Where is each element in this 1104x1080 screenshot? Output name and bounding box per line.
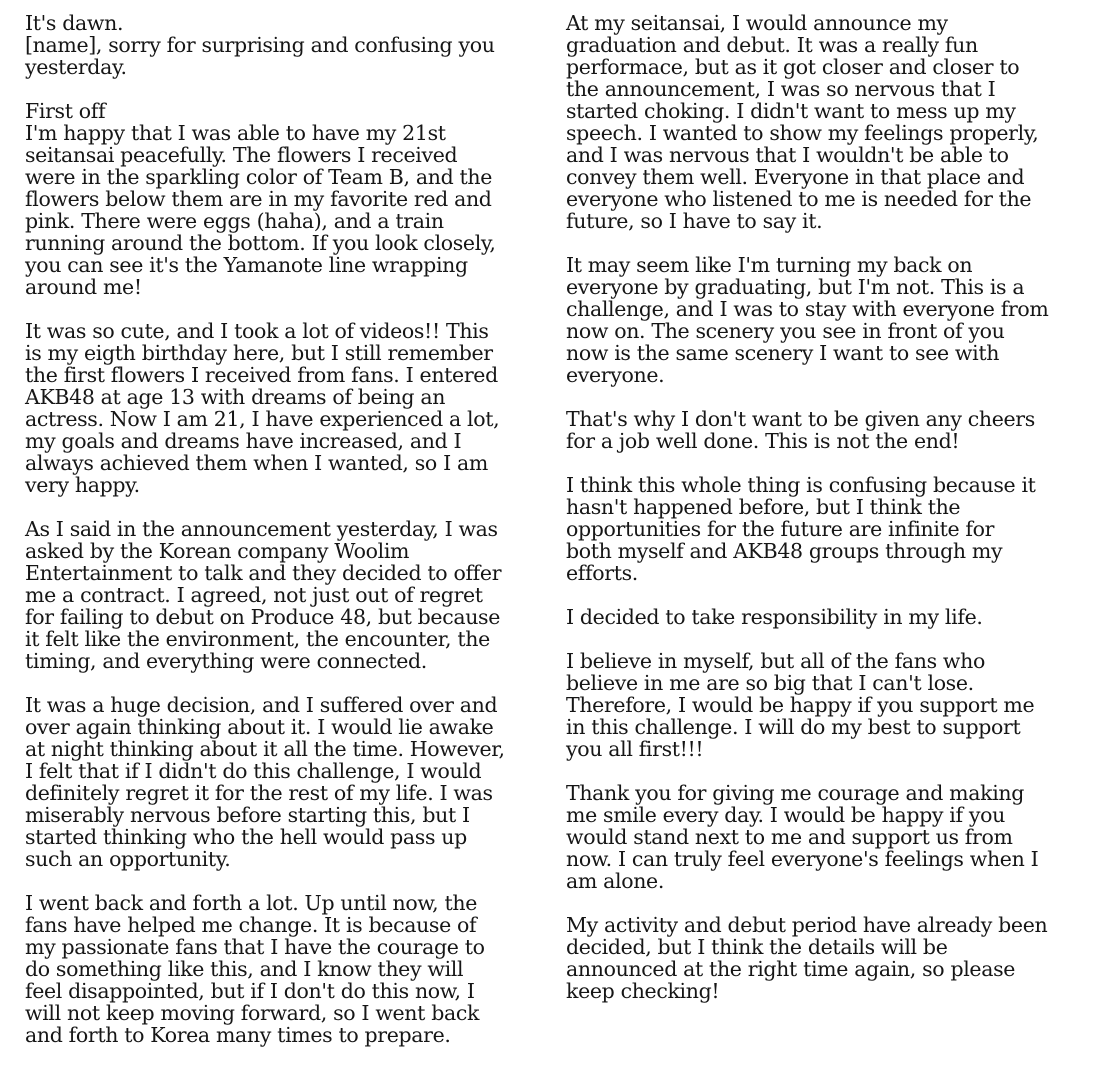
paragraph-not-turning-back: It may seem like I'm turning my back on everyone by graduating, but I'm not. This is a challenge, and I was to stay with everyone from now on. The scenery you see in front of you now is the same scenery I want to see with everyone. <box>566 253 1049 387</box>
paragraph-greeting: It's dawn. [name], sorry for surprising and confusing you yesterday. <box>25 11 495 79</box>
paragraph-thank-you: Thank you for giving me courage and making me smile every day. I would be happy if you would stand next to me and support us from now. I can truly feel everyone's feelings when I am alone. <box>566 781 1039 893</box>
paragraph-graduation-debut: At my seitansai, I would announce my graduation and debut. It was a really fun performace, but as it got closer and closer to the announcement, I was so nervous that I started choking. I didn't want to mess up my speech. I wanted to show my feelings properly, and I was nervous that I wouldn't be able to convey them well. Everyone in that place and everyone who listened to me is needed for the future, so I have to say it. <box>566 11 1039 233</box>
paragraph-seitansai-flowers: First off I'm happy that I was able to have my 21st seitansai peacefully. The flowers I received were in the sparkling color of Team B, and the flowers below them are in my favorite red and pink. There were eggs (haha), and a train running around the bottom. If you look closely, you can see it's the Yamanote line wrapping around me! <box>25 99 496 299</box>
paragraph-announcement-contract: As I said in the announcement yesterday, I was asked by the Korean company Woolim Entertainment to talk and they decided to offer me a contract. I agreed, not just out of regret for failing to debut on Produce 48, but because it felt like the environment, the encounter, the timing, and everything were connected. <box>25 517 502 673</box>
left-text-column <box>25 12 545 1046</box>
right-text-column <box>566 12 1086 1002</box>
paragraph-back-and-forth: I went back and forth a lot. Up until now, the fans have helped me change. It is because of my passionate fans that I have the courage to do something like this, and I know they will feel disappointed, but if I don't do this now, I will not keep moving forward, so I went back and forth to Korea many times to prepare. <box>25 891 485 1047</box>
paragraph-huge-decision: It was a huge decision, and I suffered over and over again thinking about it. I would lie awake at night thinking about it all the time. However, I felt that if I didn't do this challenge, I would definitely regret it for the rest of my life. I was miserably nervous before starting this, but I started thinking who the hell would pass up such an opportunity. <box>25 693 505 871</box>
paragraph-opportunities: I think this whole thing is confusing because it hasn't happened before, but I think the opportunities for the future are infinite for both myself and AKB48 groups through my efforts. <box>566 473 1036 585</box>
paragraph-responsibility: I decided to take responsibility in my life. <box>566 605 983 629</box>
paragraph-not-the-end: That's why I don't want to be given any cheers for a job well done. This is not the end! <box>566 407 1035 453</box>
paragraph-videos-memories: It was so cute, and I took a lot of videos!! This is my eigth birthday here, but I still remember the first flowers I received from fans. I entered AKB48 at age 13 with dreams of being an actress. Now I am 21, I have experienced a lot, my goals and dreams have increased, and I always achieved them when I wanted, so I am very happy. <box>25 319 500 497</box>
paragraph-keep-checking: My activity and debut period have already been decided, but I think the details will be announced at the right time again, so please keep checking! <box>566 913 1048 1003</box>
paragraph-believe: I believe in myself, but all of the fans who believe in me are so big that I can't lose. Therefore, I would be happy if you support me in this challenge. I will do my best to support you all first!!! <box>566 649 1035 761</box>
